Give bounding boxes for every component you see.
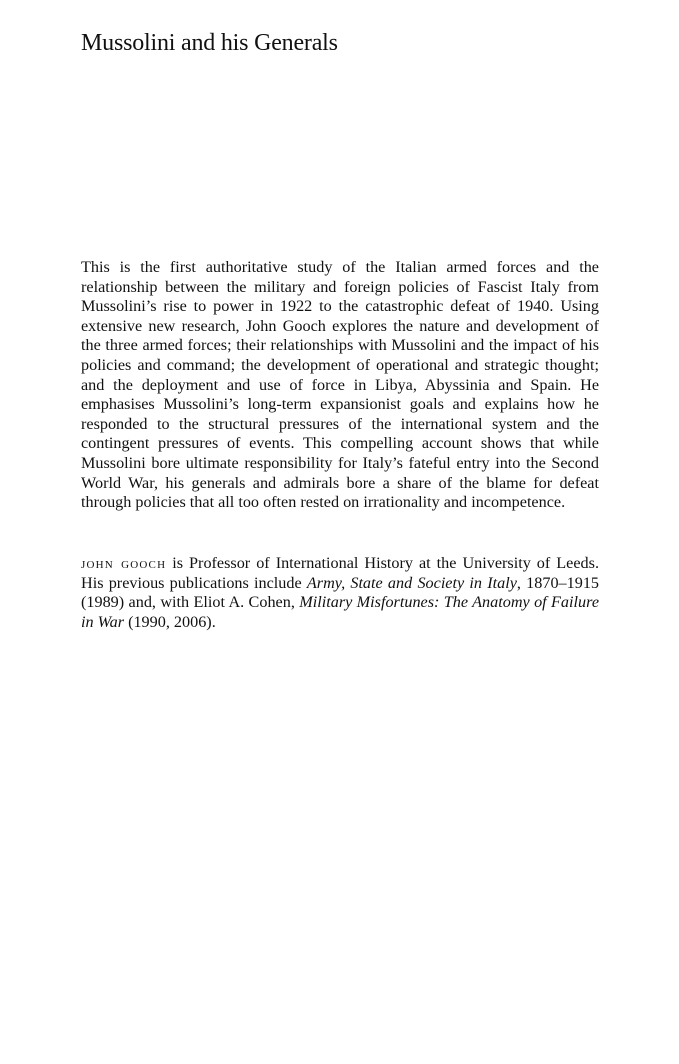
book-title-army-state-society: Army, State and Society in Italy [306, 573, 517, 592]
author-name: john gooch [81, 554, 167, 572]
book-description: This is the first authoritative study of the Italian armed forces and the relationship between the military and foreign policies of Fascist Italy from Mussolini’s rise to power in 1922 to the catastrophic defeat of 1940. Using extensive new research, John Gooch explores the nature and development of the three armed forces; their relationships with Mussolini and the impact of his policies and command; the development of operational and strategic thought; and the deployment and use of force in Libya, Abyssinia and Spain. He emphasises Mussolini’s long-term expansionist goals and explains how he responded to the structural pressures of the international system and the contingent pressures of events. This compelling account shows that while Mussolini bore ultimate responsibility for Italy’s fateful entry into the Second World War, his generals and admirals bore a share of the blame for defeat through policies that all too often rested on irrationality and incompetence. [81, 258, 599, 512]
bio-text-1: is Professor of International History at the University of Leeds. His previous publications include [81, 554, 599, 592]
bio-text-3: (1990, 2006). [124, 612, 216, 631]
author-bio [81, 554, 599, 632]
page-title: Mussolini and his Generals [81, 30, 338, 56]
bio-text-2: , 1870–1915 (1989) and, with Eliot A. Cohen, [81, 573, 600, 612]
book-title-military-misfortunes: Military Misfortunes: The Anatomy of Failure in War [81, 593, 599, 631]
